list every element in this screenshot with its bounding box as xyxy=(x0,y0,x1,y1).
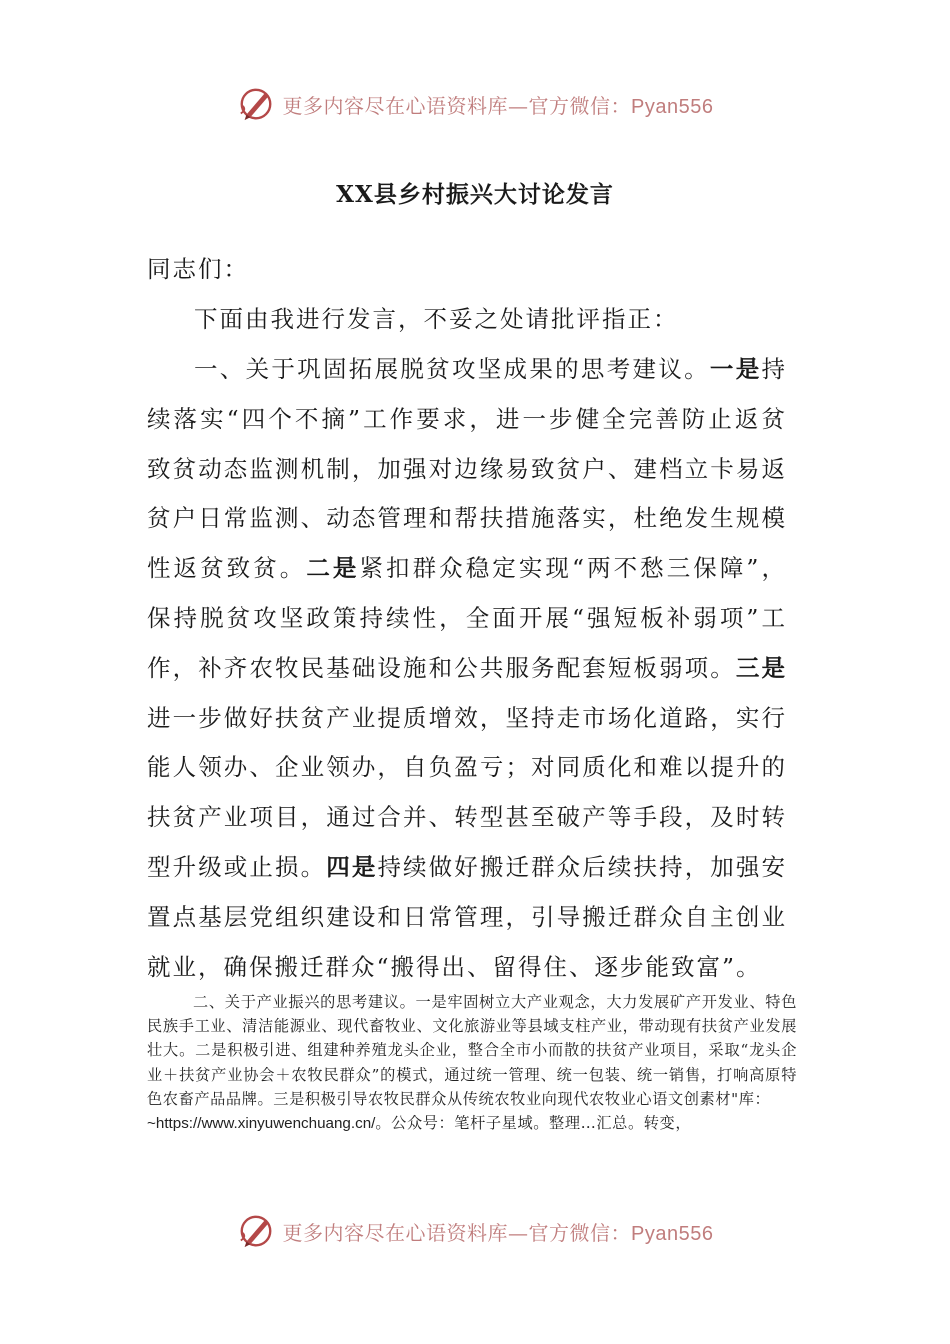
watermark-text: 更多内容尽在心语资料库—官方微信：Pyan556 xyxy=(282,93,714,118)
watermark-text: 更多内容尽在心语资料库—官方微信：Pyan556 xyxy=(282,1220,714,1245)
pen-logo-icon xyxy=(237,1212,275,1250)
document-title: XX县乡村振兴大讨论发言 xyxy=(336,181,614,208)
paragraph-2 xyxy=(147,990,797,1136)
para1-point3-label: 三是 xyxy=(735,653,788,682)
wechat-id: Pyan556 xyxy=(631,1222,714,1245)
pen-logo-icon xyxy=(237,85,275,123)
para2-text: 二、关于产业振兴的思考建议。一是牢固树立大产业观念，大力发展矿产开发业、特色民族手工业、清洁能源业、现代畜牧业、文化旅游业等县域支柱产业，带动现有扶贫产业发展壮大。二是积极引进、组建种养殖龙头企业，整合全市小而散的扶贫产业项目，采取“龙头企业＋扶贫产业协会＋农牧民群众”的模式，通过统一管理、统一包装、统一销售，打响高原特色农畜产品品牌。三是积极引导农牧民群众从传统农牧业向现代农牧业心语文创素材"库： xyxy=(147,993,797,1108)
para1-point3-text: 进一步做好扶贫产业提质增效，坚持走市场化道路，实行能人领办、企业领办，自负盈亏；对同质化和难以提升的扶贫产业项目，通过合并、转型甚至破产等手段，及时转型升级或止损。 xyxy=(147,703,787,881)
para1-lead: 一、关于巩固拓展脱贫攻坚成果的思考建议。 xyxy=(194,355,710,383)
watermark-header xyxy=(0,84,950,124)
para1-point1-text: 持续落实“四个不摘”工作要求，进一步健全完善防止返贫致贫动态监测机制，加强对边缘易致贫户、建档立卡易返贫户日常监测、动态管理和帮扶措施落实，杜绝发生规模性返贫致贫。 xyxy=(147,355,788,583)
watermark-footer xyxy=(0,1211,950,1251)
salutation: 同志们： xyxy=(147,255,249,283)
para1-point2-text: 紧扣群众稳定实现“两不愁三保障”，保持脱贫攻坚政策持续性，全面开展“强短板补弱项”工作，补齐农牧民基础设施和公共服务配套短板弱项。 xyxy=(147,554,788,682)
para2-url: ~https://www.xinyuwenchuang.cn/ xyxy=(147,1115,376,1133)
para1-point1-label: 一是 xyxy=(709,355,762,383)
intro-paragraph: 下面由我进行发言，不妥之处请批评指正： xyxy=(194,305,679,333)
paragraph-1 xyxy=(147,345,787,992)
para1-point4-label: 四是 xyxy=(326,852,378,881)
para1-point2-label: 二是 xyxy=(306,554,360,583)
para2-tail: 。公众号：笔杆子星域。整理…汇总。转变， xyxy=(375,1114,692,1133)
wechat-id: Pyan556 xyxy=(631,95,714,118)
para1-point4-text: 持续做好搬迁群众后续扶持，加强安置点基层党组织建设和日常管理，引导搬迁群众自主创业就业，确保搬迁群众“搬得出、留得住、逐步能致富”。 xyxy=(147,852,788,981)
